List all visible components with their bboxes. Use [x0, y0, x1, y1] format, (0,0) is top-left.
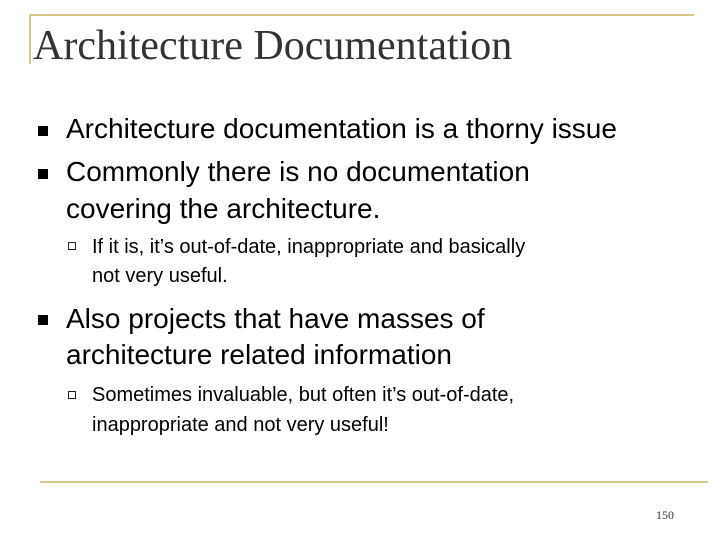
slide-title: Architecture Documentation	[33, 23, 513, 69]
sub-bullet-square-icon	[68, 391, 76, 399]
bullet-2-line-1: Commonly there is no documentation	[66, 156, 530, 187]
title-top-rule	[29, 14, 694, 16]
title-left-rule	[29, 14, 31, 64]
footer-rule	[40, 481, 708, 483]
sub-bullet-1-line-2: not very useful.	[92, 265, 228, 287]
bullet-2-line-2: covering the architecture.	[66, 193, 381, 224]
bullet-1-text: Architecture documentation is a thorny issue	[66, 113, 617, 144]
bullet-3-line-1: Also projects that have masses of	[66, 303, 485, 334]
sub-bullet-1-line-1: If it is, it’s out-of-date, inappropriate and basically	[92, 236, 526, 258]
bullet-square-icon	[38, 315, 48, 325]
sub-bullet-2-line-1: Sometimes invaluable, but often it’s out-of-date,	[92, 384, 515, 406]
sub-bullet-2-line-2: inappropriate and not very useful!	[92, 414, 389, 436]
page-number: 150	[656, 508, 674, 522]
bullet-square-icon	[38, 169, 48, 179]
sub-bullet-square-icon	[68, 242, 76, 250]
bullet-square-icon	[38, 126, 48, 136]
bullet-3-line-2: architecture related information	[66, 339, 452, 370]
